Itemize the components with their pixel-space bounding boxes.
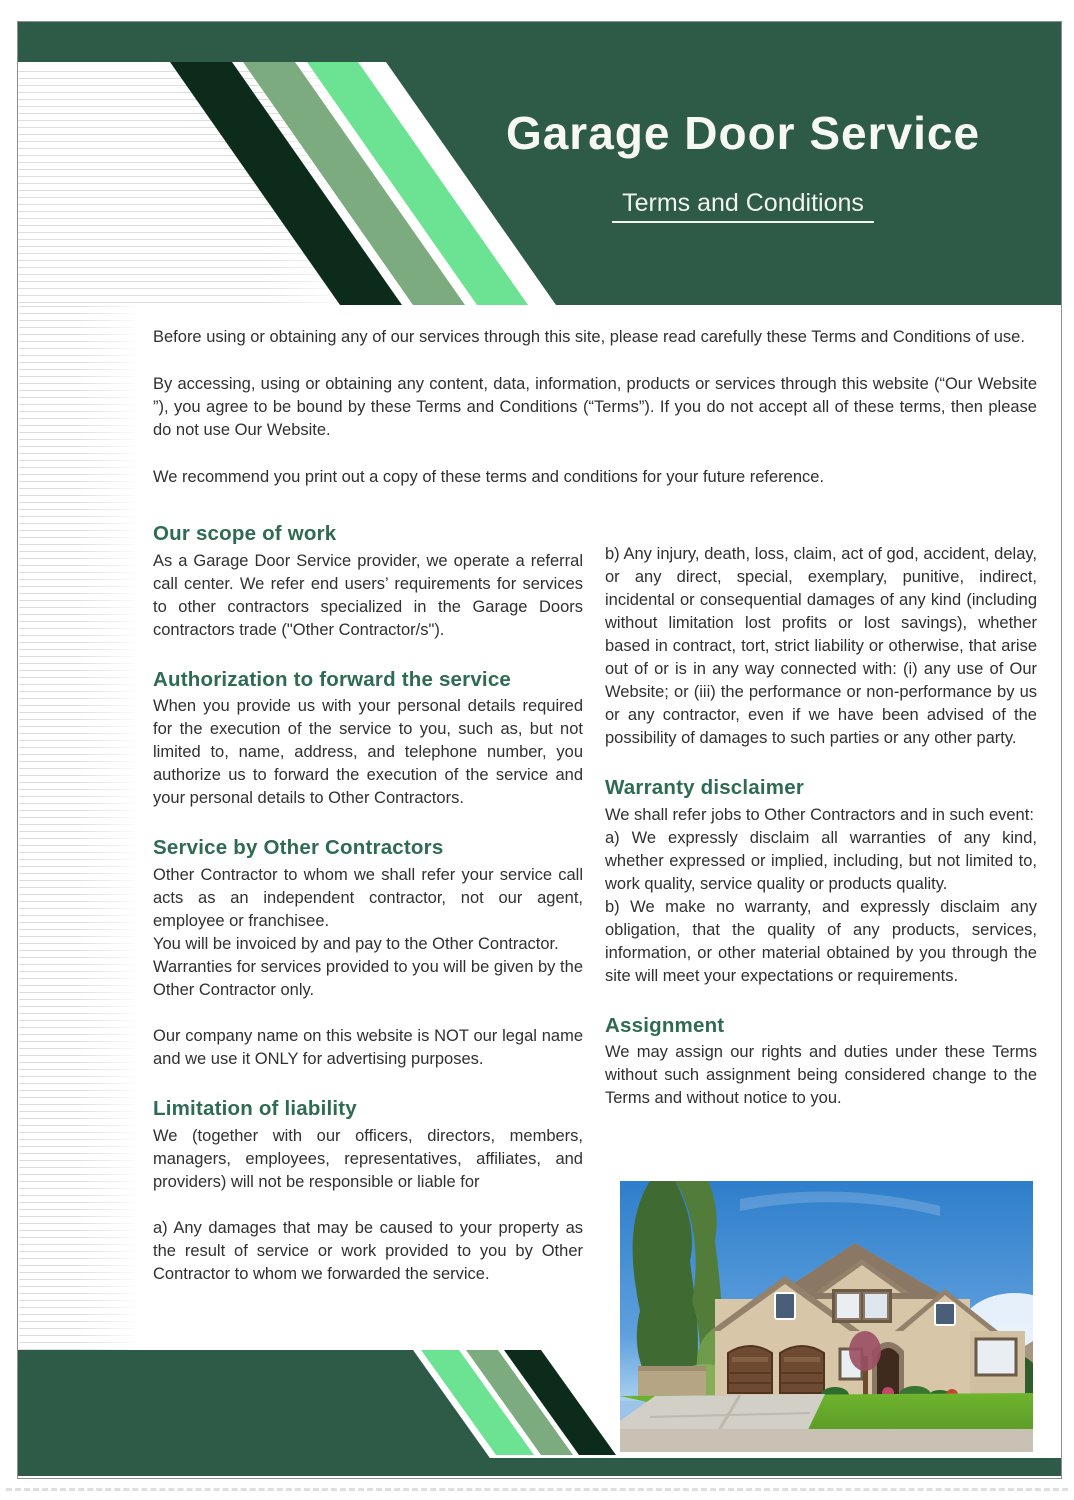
section-paragraph: Warranties for services provided to you will be given by the Other Contractor only. xyxy=(153,957,583,999)
left-ruled-texture xyxy=(19,306,147,1350)
page-title: Garage Door Service xyxy=(505,107,981,159)
intro-paragraph-3: We recommend you print out a copy of these terms and conditions for your future reference. xyxy=(153,468,825,486)
section-paragraph: b) Any injury, death, loss, claim, act of god, accident, delay, or any direct, special, exemplary, punitive, indirect, incidental or consequential damages of any kind (including without limitation lost profits or lost savings), whether based in contract, tort, strict liability or otherwise, that arise out of or is in any way connected with: (i) any use of Our Website; or (iii) the performance or non-performance by us or any contractor, even if we have been advised of the possibility of damages to such parties or any other party. xyxy=(605,545,1037,747)
intro-paragraphs xyxy=(153,326,1037,489)
section-paragraph: b) We make no warranty, and expressly disclaim any obligation, that the quality of any products, services, information, or other material obtained by you through the site will meet your expectations or requirements. xyxy=(605,897,1037,985)
section-liability-continued xyxy=(605,521,1037,750)
section-paragraph: We may assign our rights and duties under these Terms without such assignment being considered change to the Terms and without notice to you. xyxy=(605,1043,1037,1108)
section-authorization xyxy=(153,667,583,811)
intro-paragraph-2: By accessing, using or obtaining any content, data, information, products or services through this website (“Our Website ”), you agree to be bound by these Terms and Conditions (“Terms”). If you do not accept all of these terms, then please do not use Our Website. xyxy=(153,375,1037,439)
section-heading: Service by Other Contractors xyxy=(153,836,444,860)
section-paragraph: Other Contractor to whom we shall refer your service call acts as an independent contractor, not our agent, employee or franchisee. xyxy=(153,865,583,930)
section-paragraph: a) Any damages that may be caused to your property as the result of service or work provided to you by Other Contractor to whom we forwarded the service. xyxy=(153,1218,583,1283)
section-paragraph: We (together with our officers, directors, members, managers, employees, representatives, affiliates, and providers) will not be responsible or liable for xyxy=(153,1126,583,1191)
scan-artifact-line xyxy=(6,1488,1068,1491)
right-column xyxy=(605,521,1037,1110)
header-title-block xyxy=(440,108,1046,223)
section-limitation-of-liability xyxy=(153,1096,583,1286)
section-assignment xyxy=(605,1013,1037,1111)
section-our-scope-of-work xyxy=(153,521,583,642)
section-paragraph: You will be invoiced by and pay to the Other Contractor. xyxy=(153,934,559,953)
section-paragraph: When you provide us with your personal details required for the execution of the service to you, such as, but not limited to, name, address, and telephone number, you authorize us to forward the execution of the service and your personal details to Other Contractors. xyxy=(153,697,583,808)
section-warranty-disclaimer xyxy=(605,775,1037,988)
section-paragraph: We shall refer jobs to Other Contractors and in such event: xyxy=(605,805,1034,824)
section-heading: Our scope of work xyxy=(153,522,337,545)
section-heading: Limitation of liability xyxy=(153,1096,357,1120)
section-paragraph: a) We expressly disclaim all warranties of any kind, whether expressed or implied, including, but not limited to, work quality, service quality or products quality. xyxy=(605,828,1037,893)
left-column xyxy=(153,521,583,1286)
intro-paragraph-1: Before using or obtaining any of our services through this site, please read carefully these Terms and Conditions of use. xyxy=(153,328,1025,346)
footer-stripes-graphic xyxy=(18,1350,1061,1476)
section-paragraph: As a Garage Door Service provider, we operate a referral call center. We refer end users’ requirements for services to other contractors specialized in the Garage Doors contractors trade ("Other Contractor/s"). xyxy=(153,551,583,639)
section-heading: Assignment xyxy=(605,1013,725,1037)
page-subtitle: Terms and Conditions xyxy=(612,189,874,223)
section-service-by-other-contractors xyxy=(153,835,583,1071)
section-paragraph: Our company name on this website is NOT our legal name and we use it ONLY for advertising purposes. xyxy=(153,1026,583,1068)
section-heading: Warranty disclaimer xyxy=(605,776,805,799)
section-heading: Authorization to forward the service xyxy=(153,667,512,691)
